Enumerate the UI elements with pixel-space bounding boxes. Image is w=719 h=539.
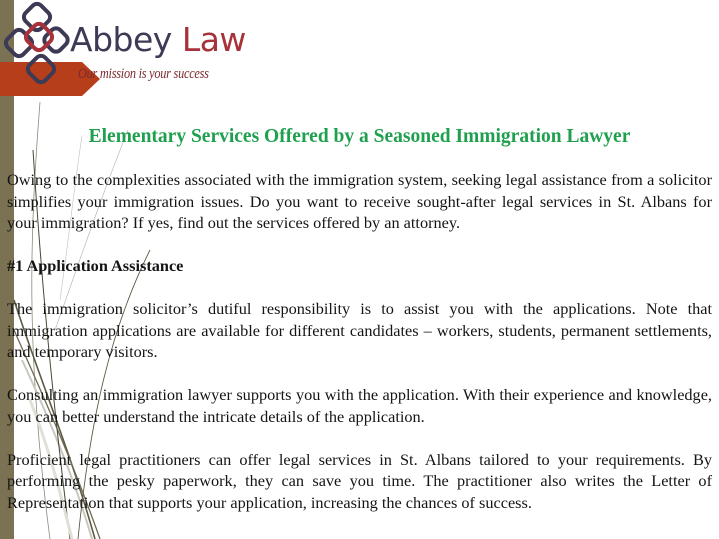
section-heading: #1 Application Assistance — [7, 256, 184, 275]
section-paragraph: Consulting an immigration lawyer supports you with the application. With their experience and knowledge, you can better understand the intricate details of the application. — [7, 385, 712, 426]
section-paragraph: Proficient legal practitioners can offer legal services in St. Albans tailored to your requirements. By performing the pesky paperwork, they can save you time. The practitioner also writes the Letter of Representation that supports your application, increasing the chances of success. — [7, 449, 712, 512]
brand-name — [70, 20, 246, 60]
intro-paragraph: Owing to the complexities associated with the immigration system, seeking legal assistance from a solicitor simplifies your immigration issues. Do you want to receive sought-after legal services in St. Albans for your immigration? If yes, find out the services offered by an attorney. — [7, 170, 712, 232]
section-paragraph: The immigration solicitor’s dutiful responsibility is to assist you with the applications. Note that immigration applications are available for different candidates – workers, students, permanent settlements, and temporary visitors. — [7, 299, 712, 361]
interlocking-squares-icon — [0, 0, 72, 95]
brand-name-abbey: Abbey — [70, 20, 172, 59]
brand-tagline: Our mission is your success — [78, 66, 209, 82]
article-title: Elementary Services Offered by a Seasoned Immigration Lawyer — [88, 126, 631, 147]
brand-name-law: Law — [181, 20, 246, 59]
article-content — [7, 123, 712, 535]
